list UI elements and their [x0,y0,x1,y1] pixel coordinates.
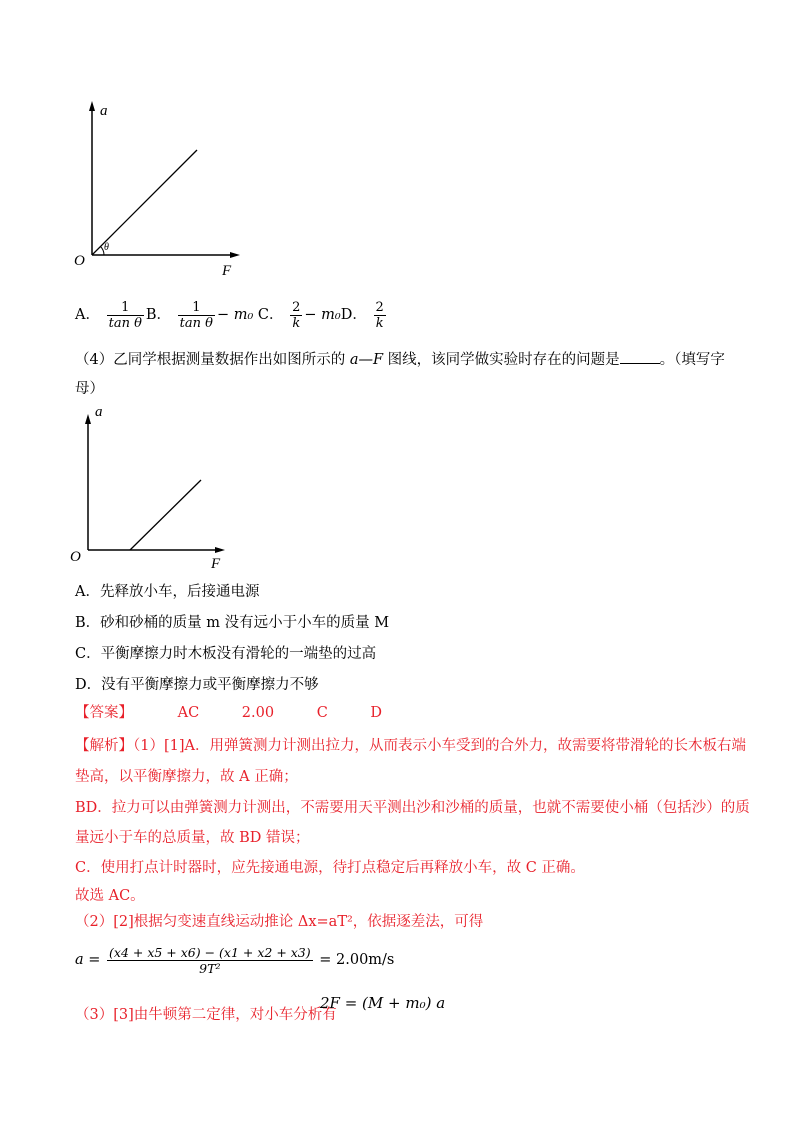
option-b-num: 1 [178,300,215,316]
graph-2-origin: O [70,549,81,565]
q4-line-1 [75,349,725,370]
q4-text-a: （4）乙同学根据测量数据作出如图所示的 [75,352,350,368]
graph-2-x-arrow [215,547,225,553]
formula-fraction [107,945,313,976]
option-d-num: 2 [375,299,384,315]
q4-answer-blank [620,349,660,364]
graph-2-y-label: a [95,404,103,420]
option-b-prefix: B． [145,307,172,323]
choice-c: C．平衡摩擦力时木板没有滑轮的一端垫的过高 [75,646,377,662]
formula-denominator: 9T² [199,960,221,976]
graph-2 [65,400,245,575]
choice-b: B．砂和砂桶的质量 m 没有远小于小车的质量 M [75,615,390,631]
analysis-line-8-text: （3）[3]由牛顿第二定律，对小车分析有 [75,1007,337,1023]
q4-text-c: 图线，该同学做实验时存在的问题是 [383,352,620,368]
graph-2-line [130,480,201,550]
option-c-suffix: − m₀ [304,307,341,323]
analysis-line-2: 垫高，以平衡摩擦力，故 A 正确； [75,769,298,785]
graph-1-x-arrow [230,252,240,258]
formula-row [75,942,394,978]
graph-1-x-label: F [222,263,232,279]
option-a-num: 1 [107,300,144,316]
formula-numerator: (x4 + x5 + x6) − (x1 + x2 + x3) [109,944,311,960]
options-row [75,298,388,332]
option-d-fraction [374,300,386,331]
option-a-fraction [107,300,144,331]
graph-2-x-label: F [211,556,221,572]
option-c-prefix: C． [257,307,284,323]
answer-label: 【答案】 [75,705,133,721]
option-b-fraction [178,300,215,331]
choice-a: A．先释放小车，后接通电源 [75,584,260,600]
analysis-line-7: （2）[2]根据匀变速直线运动推论 Δx=aT²，依据逐差法，可得 [75,914,484,930]
analysis-line-4: 量远小于车的总质量，故 BD 错误； [75,830,310,846]
answer-row [75,703,382,723]
option-b-suffix: − m₀ [216,307,254,323]
analysis-line-3: BD．拉力可以由弹簧测力计测出，不需要用天平测出沙和沙桶的质量，也就不需要使小桶（包括沙）的质 [75,800,750,816]
q4-text-d: 。（填写字 [659,352,725,368]
graph-1-y-label: a [100,103,108,119]
option-b-den: tan θ [179,315,213,331]
q4-line-2: 母） [75,381,104,397]
analysis-line-6: 故选 AC。 [75,888,145,904]
option-c-den: k [292,315,301,331]
option-c-num: 2 [292,299,301,315]
graph-1-angle: θ [104,242,109,253]
graph-1 [70,95,250,280]
graph-2-y-arrow [85,414,91,424]
analysis-line-8 [75,1005,337,1025]
answer-1: AC [177,705,200,721]
option-c-fraction [290,300,302,331]
option-a-den: tan θ [108,315,142,331]
analysis-line-5: C．使用打点计时器时，应先接通电源，待打点稳定后再释放小车，故 C 正确。 [75,860,585,876]
answer-3: C [316,705,328,721]
q4-text-af: a—F [349,352,384,368]
option-d-den: k [375,315,384,331]
option-a-prefix: A． [75,307,100,323]
graph-1-y-arrow [89,101,95,111]
graph-1-line [92,150,197,255]
formula-lhs: a = [75,952,101,968]
option-d-prefix: D． [340,307,367,323]
formula-rhs: = 2.00m/s [319,952,395,968]
answer-4: D [370,705,383,721]
answer-2: 2.00 [241,705,275,721]
analysis-line-1: 【解析】（1）[1]A．用弹簧测力计测出拉力，从而表示小车受到的合外力，故需要将带滑轮的长木板右端 [75,738,746,754]
analysis-line-8-formula: 2F = (M + m₀) a [320,994,446,1012]
choice-d: D．没有平衡摩擦力或平衡摩擦力不够 [75,677,319,693]
graph-1-origin: O [74,253,85,269]
